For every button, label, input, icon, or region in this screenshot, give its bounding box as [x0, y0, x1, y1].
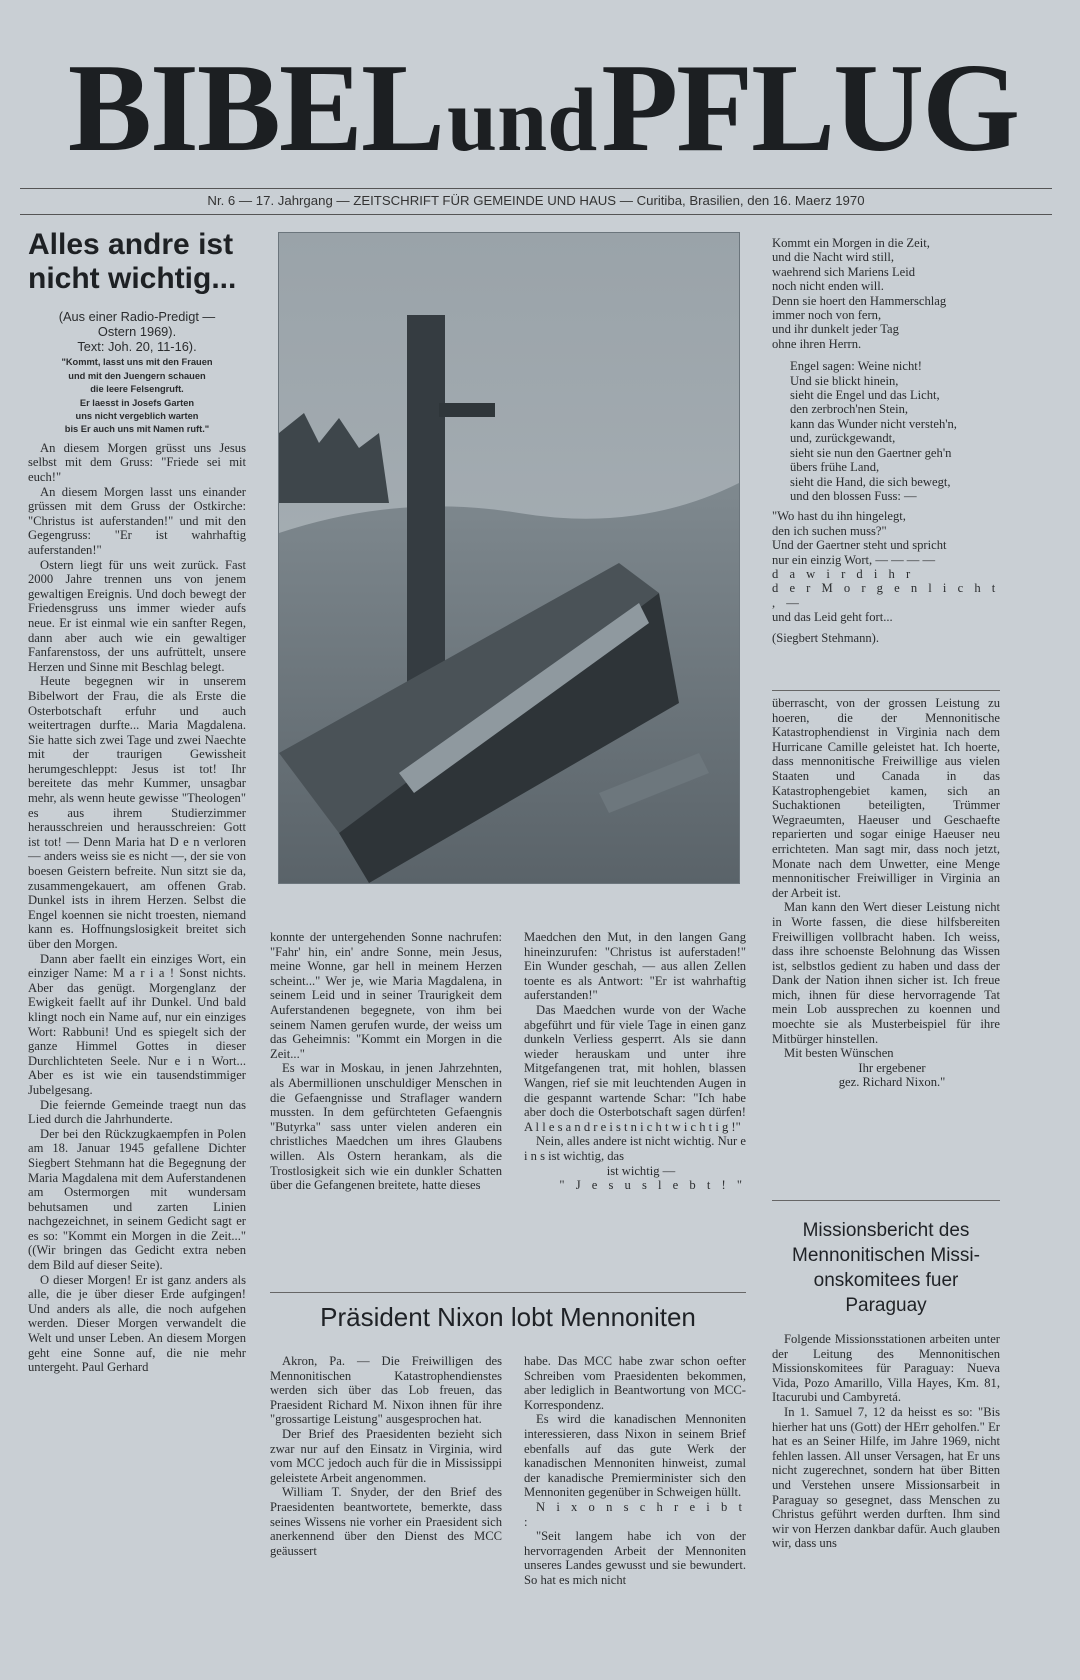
mission-headline-wrap — [772, 1218, 1000, 1318]
mission-column — [772, 1332, 1000, 1551]
lead-paragraph: Der bei den Rückzugkaempfen in Polen am 18. Januar 1945 gefallene Dichter Siegbert Stehmann hat die Begegnung der Maria Magdalena mit dem Auferstandenen am Ostermorgen mit wundersam behutsamen und zarten Linien nachgezeichnet, in seinem Gedicht sagt er es so: "Kommt ein Morgen in die Zeit..." ((Wir bringen das Gedicht extra neben dem Bild auf dieser Seite). — [28, 1126, 246, 1273]
well-trough-photo — [278, 232, 740, 884]
quote-line6: bis Er auch uns mit Namen ruft." — [64, 424, 210, 435]
quote-line1: "Kommt, lasst uns mit den Frauen — [61, 357, 213, 368]
lead-article-title — [28, 228, 246, 296]
poem-line: waehrend sich Mariens Leid — [772, 264, 916, 279]
masthead-pflug: PFLUG — [601, 39, 1019, 178]
mission-headline — [772, 1218, 1000, 1318]
poem-line: Engel sagen: Weine nicht! — [790, 359, 922, 374]
source-line2: Ostern 1969). — [97, 323, 177, 339]
poem-line: und ihr dunkelt jeder Tag — [772, 322, 899, 337]
poem-author: (Siegbert Stehmann). — [772, 630, 880, 645]
poem-line: den zerbroch'nen Stein, — [790, 402, 909, 417]
masthead — [38, 39, 1048, 178]
lead-paragraph: An diesem Morgen grüsst uns Jesus selbst mit dem Gruss: "Friede sei mit euch!" — [28, 440, 246, 485]
mission-paragraph: In 1. Samuel 7, 12 da heisst es so: "Bis hierher hat uns (Gott) der HErr geholfen." Er hat es an Seiner Hilfe, im Jahre 1969, nicht fehlen lassen. All unser Versagen, hat Er uns nicht zugerechnet, sondern hat über Bitten und Verstehen unsere Missionsarbeit in Paraguay so gesegnet, dass Menschen zu Christus geführt werden durften. Ihm sind wir von Herzen dankbar dafür. Auch glauben wir, dass uns — [772, 1404, 1000, 1551]
lead-title-line2: nicht wichtig... — [28, 262, 237, 295]
nixon-article-paragraph: Akron, Pa. — Die Freiwilligen des Mennonitischen Katastrophendienstes werden sich über das Lob freuen, das Praesident Richard M. Nixon ihnen für ihre "grossartige Leistung" ausgesprochen hat. — [270, 1354, 502, 1427]
lead-closing-line: " J e s u s l e b t ! " — [559, 1178, 746, 1193]
lead-article-column — [28, 228, 246, 1375]
nixon-letter-paragraph: überrascht, von der grossen Leistung zu hoeren, die der Mennonitische Katastrophendienst in Virginia nach dem Hurricane Camille geleistet hat. Ich hoerte, dass mennonitische Freiwillige aus vielen Staaten und Canada in das Katastrophengebiet kamen, sich an Suchaktionen beteiligten, Trümmer Wegraeumten, Haeuser und Geschaefte reparierten und sogar einige Haeuser neu errichteten. Man sagt mir, dass noch jetzt, Monate nach dem Unwetter, eine Menge mennonitischer Freiwilliger in Virginia an der Arbeit ist. — [772, 696, 1000, 900]
poem-line: immer noch von fern, — [772, 308, 882, 323]
lead-title-line1: Alles andre ist — [28, 228, 234, 261]
nixon-article-column-1 — [270, 1354, 502, 1558]
quote-line5: uns nicht vergeblich warten — [75, 411, 199, 422]
issue-line: Nr. 6 — 17. Jahrgang — ZEITSCHRIFT FÜR GEMEINDE UND HAUS — Curitiba, Brasilien, den 16. Maerz 1970 — [207, 193, 865, 208]
lead-continuation-column-2 — [524, 930, 746, 1193]
lead-paragraph: Heute begegnen wir in unserem Bibelwort der Frau, die als Erste die Osterbotschaft erfuhr und auch weitertragen durfte... Maria Magdalena. Sie hatte sich zwei Tage und zwei Naechte mit der traurigen Gewissheit herumgeschleppt: Jesus ist tot! Ihr bereitete das mehr Kummer, unsagbar mehr, als wenn heute gewisse "Theologen" es aus ihrem Studierzimmer herausschreien und herausschreien: Gott ist tot! — Denn Maria hat D e n verloren — anders weiss sie es nicht —, der sie von boesen Geistern befreite. Nun sitzt sie da, zusammengekauert, am offenen Grab. Dunkel ists in ihrem Herzen. Selbst die Engel koennen sie nicht troesten, niemand kann es. Hoffnungslosigkeit breitet sich über den Morgen. — [28, 674, 246, 952]
nixon-headline-wrap — [270, 1302, 746, 1333]
mission-headline-line: onskomitees fuer — [813, 1270, 959, 1291]
lead-paragraph: Dann aber faellt ein einziges Wort, ein einziger Name: M a r i a ! Sonst nichts. Aber das genügt. Morgenglanz der Ewigkeit faellt auf ihr Dunkel. Und bald klingt noch ein Name auf, nur ein einziges Wort: Rabbuni! Und es spiegelt sich der ganze Himmel Gottes in dieser Durchlichteten Seele. Nur e i n Wort... Aber es ist wie ein tausendstimmiger Jubelgesang. — [28, 951, 246, 1097]
mission-headline-line: Paraguay — [845, 1295, 927, 1316]
poem-line: sieht sie nun den Gaertner geh'n — [790, 445, 952, 460]
poem-line: sieht die Hand, die sich bewegt, — [790, 474, 951, 489]
nixon-article-paragraph: "Seit langem habe ich von der hervorragenden Arbeit der Mennoniten unseres Landes gewusst und sie bewundert. So hat es mich nicht — [524, 1529, 746, 1587]
mission-paragraph: Folgende Missionsstationen arbeiten unter der Leitung des Mennonitischen Missionskomitees für Paraguay: Nueva Vida, Pozo Amarillo, Villa Hayes, Km. 81, Itacurubi und Cambyretá. — [772, 1332, 1000, 1405]
lead-paragraph: Ostern liegt für uns weit zurück. Fast 2000 Jahre trennen uns von jenem gewaltigen Ereignis. Und doch bewegt der Friedensgruss uns immer wieder aufs neue. Er ist einmal wie ein sanfter Regen, dann aber auch wie ein gewaltiger Fanfarenstoss, der uns aufrüttelt, unsere Herzen und Sinne mit Beschlag belegt. — [28, 557, 246, 674]
nixon-letter-closing: Mit besten Wünschen — [784, 1046, 894, 1061]
poem-line: Denn sie hoert den Hammerschlag — [772, 293, 947, 308]
lead-article-hymn-quote — [28, 356, 246, 436]
poem-line: und die Nacht wird still, — [772, 250, 895, 265]
nixon-letter-paragraph: Man kann den Wert dieser Leistung nicht in Worte fassen, die diese hilfsbereiten Freiwilligen vollbracht haben. Ich weiss, dass ihre schoenste Belohnung das Wissen ist, selbstlos gedient zu haben und dass der Dank der Nation ihnen sicher ist. Ich freue mich, ihnen für diese hervorragende Tat mein Lob aussprechen zu koennen und moechte sie als Musterbeispiel für ihre Mitbürger hinstellen. — [772, 900, 1000, 1046]
lead-paragraph: O dieser Morgen! Er ist ganz anders als alle, die je über dieser Erde aufgingen! Und anders als alle, die noch aufgehen werden. Dieser Morgen verwandelt die Welt und unser Leben. An diesem Morgen geht eine Sonne auf, die nie mehr untergeht. Paul Gerhard — [28, 1272, 246, 1375]
nixon-article-paragraph: Es wird die kanadischen Mennoniten interessieren, dass Nixon in seinem Brief ebenfalls auf das gute Werk der kanadischen Mennoniten hinweist, zumal der kanadische Premierminister sich den Mennoniten gegenüber in Schweigen hüllt. — [524, 1412, 746, 1500]
photo-illustration — [279, 233, 739, 883]
lead-paragraph: Nein, alles andere ist nicht wichtig. Nur e i n s ist wichtig, das — [524, 1134, 746, 1163]
masthead-rule-bottom — [20, 214, 1052, 215]
lead-paragraph: konnte der untergehenden Sonne nachrufen: "Fahr' hin, ein' andre Sonne, mein Jesus, meine Wonne, gar hell in meinem Herzen scheint..." Wer je, wie Maria Magdalena, in seinem Leid und in seiner Traurigkeit dem Auferstandenen begegnete, von ihm bei seinem Namen gerufen wurde, der weiss um das Geheimnis: "Kommt ein Morgen in die Zeit..." — [270, 930, 502, 1061]
quote-line2: und mit den Juengern schauen — [68, 370, 206, 381]
lead-paragraph: ist wichtig — — [606, 1163, 676, 1178]
masthead-bibel: BIBEL — [67, 39, 444, 178]
lead-paragraph: Das Maedchen wurde von der Wache abgeführt und für viele Tage in einen ganz dunkeln Verliess gesperrt. Als sie dann wieder herauskam und unter ihre Mitgefangenen trat, mit hohlen, blassen Wangen, rief sie mit leuchtenden Augen in die gespannt wartende Schar: "Ich habe aber doch die Osterbotschaft sagen dürfen! A l l e s a n d r e i s t n i c h t w i c h t i g !" — [524, 1002, 746, 1134]
poem-line: nur ein einzig Wort, — — — — — [772, 552, 936, 567]
lead-continuation-column — [270, 930, 502, 1193]
nixon-letter-column — [772, 696, 1000, 1090]
mission-headline-line: Mennonitischen Missi- — [792, 1245, 980, 1266]
poem-line: übers frühe Land, — [790, 460, 880, 475]
lead-article-source — [28, 310, 246, 354]
source-line1: (Aus einer Radio-Predigt — — [58, 309, 216, 324]
poem-line: Und der Gaertner steht und spricht — [772, 538, 947, 553]
poem-line: ohne ihren Herrn. — [772, 336, 862, 351]
poem-line: kann das Wunder nicht versteh'n, — [790, 416, 957, 431]
lead-paragraph: Maedchen den Mut, in den langen Gang hineinzurufen: "Christus ist auferstaden!" Ein Wunder geschah, — aus allen Zellen toente es als Antwort: "Er ist wahrhaftig auferstanden!" — [524, 930, 746, 1003]
nixon-article-paragraph: William T. Snyder, der den Brief des Praesidenten beantwortete, bemerkte, dass seines Wissens nie vorher ein Praesident sich anerkennend über den Dienst des MCC geäussert — [270, 1485, 502, 1558]
masthead-rule-top — [20, 188, 1052, 189]
poem-line: Und sie blickt hinein, — [790, 373, 899, 388]
quote-line3: die leere Felsengruft. — [90, 384, 184, 395]
nixon-letter-signature: gez. Richard Nixon." — [838, 1075, 946, 1090]
nixon-headline-divider — [270, 1292, 746, 1293]
poem-column — [772, 236, 1000, 645]
nixon-article-column-2 — [524, 1354, 746, 1588]
nixon-article-paragraph: habe. Das MCC habe zwar schon oefter Schreiben vom Praesidenten bekommen, aber lediglich in Beantwortung von MCC-Korrespondenz. — [524, 1354, 746, 1412]
poem-line: und das Leid geht fort... — [772, 610, 893, 625]
poem-line: noch nicht enden will. — [772, 279, 884, 294]
poem-divider — [772, 690, 1000, 691]
mission-headline-line: Missionsbericht des — [802, 1220, 970, 1241]
poem-line: sieht die Engel und das Licht, — [790, 388, 940, 403]
nixon-article-headline: Präsident Nixon lobt Mennoniten — [320, 1302, 696, 1332]
poem-line: "Wo hast du ihn hingelegt, — [772, 509, 906, 524]
source-line3: Text: Joh. 20, 11-16). — [77, 338, 197, 354]
nixon-article-paragraph: Der Brief des Praesidenten bezieht sich zwar nur auf den Einsatz in Virginia, wird vom MCC jedoch auch für die in Mississippi geleistete Arbeit angenommen. — [270, 1426, 502, 1485]
poem-line: und den blossen Fuss: — — [790, 488, 917, 503]
poem-line: Kommt ein Morgen in die Zeit, — [772, 236, 930, 250]
poem-line: den ich suchen muss?" — [772, 523, 887, 538]
lead-paragraph: An diesem Morgen lasst uns einander grüssen mit dem Gruss der Ostkirche: "Christus ist auferstanden!" und mit den Gegengruss: "Er ist wahrhaftig auferstanden!" — [28, 484, 246, 557]
lead-paragraph: Es war in Moskau, in jenen Jahrzehnten, als Abermillionen unschuldiger Menschen in die Gefaengnisse und Straflager wandern mussten. In dem gefürchteten Gefaengnis "Butyrka" sass unter vielen anderen ein christliches Maedchen um ihres Glaubens willen. Als Ostern herankam, als die Trostlosigkeit sich wie ein dunkler Schatten über die Gefangenen breitete, hatte dieses — [270, 1061, 502, 1193]
quote-line4: Er laesst in Josefs Garten — [79, 397, 195, 408]
mission-divider — [772, 1200, 1000, 1201]
poem-line: d a w i r d i h r — [772, 566, 915, 581]
masthead-und: und — [447, 71, 598, 170]
nixon-letter-closing: Ihr ergebener — [858, 1060, 926, 1075]
poem-line: d e r M o r g e n l i c h t , — — [772, 581, 1000, 610]
poem-line: und, zurückgewandt, — [790, 431, 896, 446]
lead-paragraph: Die feiernde Gemeinde traegt nun das Lied durch die Jahrhunderte. — [28, 1097, 246, 1127]
nixon-article-paragraph: N i x o n s c h r e i b t : — [524, 1499, 746, 1529]
